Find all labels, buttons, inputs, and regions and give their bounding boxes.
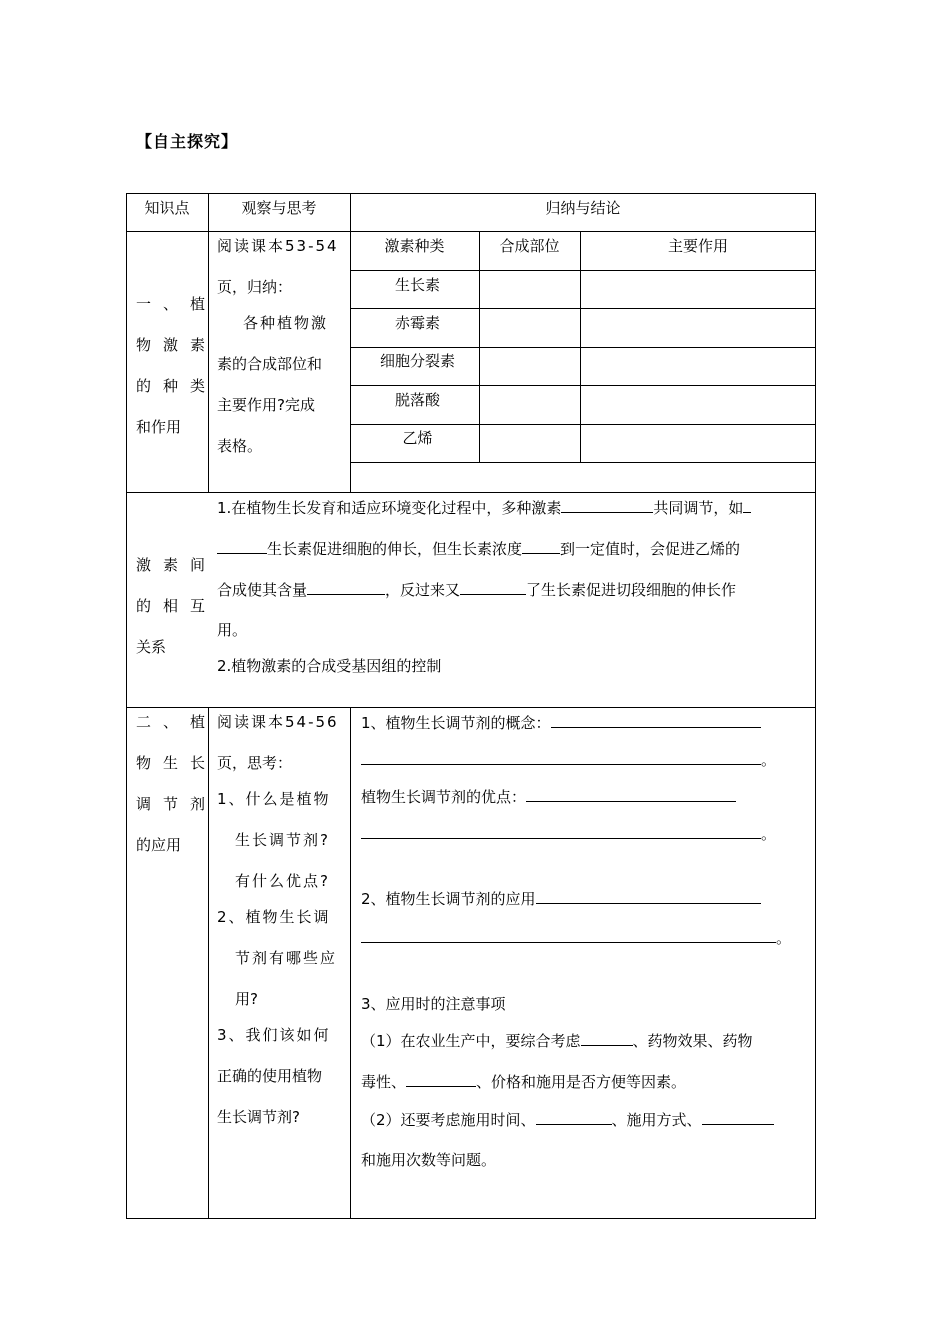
section2-label-line: 的相互 bbox=[136, 597, 218, 615]
section2-line-1 bbox=[217, 497, 751, 518]
section3-prompt-line: 节剂有哪些应 bbox=[235, 949, 338, 967]
section2-text: ，反过来又 bbox=[385, 581, 461, 599]
section3-label-line: 二、植 bbox=[136, 713, 218, 731]
q3-point2-line bbox=[361, 1109, 774, 1130]
fill-blank[interactable] bbox=[536, 1109, 612, 1125]
fill-blank[interactable] bbox=[460, 579, 526, 595]
fill-blank[interactable] bbox=[526, 786, 736, 802]
q3-text: 、价格和施用是否方便等因素。 bbox=[476, 1073, 687, 1091]
hormone-name: 生长素 bbox=[394, 276, 440, 294]
q3-point1-line-2 bbox=[361, 1071, 686, 1092]
fill-blank[interactable] bbox=[406, 1071, 476, 1087]
hormone-name: 细胞分裂素 bbox=[379, 352, 455, 370]
fill-blank[interactable] bbox=[702, 1109, 774, 1125]
q1-advantage-line bbox=[361, 786, 736, 807]
hormone-table-header-type: 激素种类 bbox=[384, 237, 445, 255]
section2-line-3 bbox=[217, 579, 736, 600]
header-knowledge-point: 知识点 bbox=[144, 199, 190, 217]
section3-prompt-line: 1、什么是植物 bbox=[217, 790, 331, 808]
section2-text: 1.在植物生长发育和适应环境变化过程中，多种激素 bbox=[217, 499, 562, 517]
fill-blank[interactable] bbox=[307, 579, 385, 595]
section2-text: 到一定值时，会促进乙烯的 bbox=[560, 540, 741, 558]
q2-application-label: 2、植物生长调节剂的应用 bbox=[361, 890, 536, 908]
header-observe-think: 观察与思考 bbox=[241, 199, 317, 217]
fill-blank[interactable] bbox=[361, 823, 761, 839]
fill-blank[interactable] bbox=[522, 538, 560, 554]
fill-blank[interactable] bbox=[217, 538, 267, 554]
q1-concept-label: 1、植物生长调节剂的概念： bbox=[361, 714, 551, 732]
section1-label-line: 一、植 bbox=[136, 295, 218, 313]
q1-advantage-label: 植物生长调节剂的优点： bbox=[361, 788, 527, 806]
section3-prompt-line: 生长调节剂? bbox=[217, 1108, 300, 1126]
q3-text: 、施用方式、 bbox=[611, 1111, 702, 1129]
section1-prompt-line: 素的合成部位和 bbox=[217, 355, 323, 373]
section-title: 【自主探究】 bbox=[136, 132, 239, 151]
section1-prompt-line: 页，归纳： bbox=[217, 278, 293, 296]
section1-prompt-line: 各种植物激 bbox=[243, 314, 329, 332]
q3-text: （2）还要考虑施用时间、 bbox=[361, 1111, 536, 1129]
section1-label-line: 和作用 bbox=[136, 418, 182, 436]
section1-prompt-line: 阅读课本53-54 bbox=[217, 237, 339, 255]
fill-blank[interactable] bbox=[551, 712, 761, 728]
hormone-name: 赤霉素 bbox=[394, 314, 440, 332]
section3-prompt-line: 有什么优点? bbox=[235, 872, 330, 890]
period: 。 bbox=[776, 929, 792, 947]
section3-prompt-line: 生长调节剂? bbox=[235, 831, 330, 849]
fill-blank[interactable] bbox=[361, 927, 776, 943]
q3-text: （1）在农业生产中，要综合考虑 bbox=[361, 1032, 581, 1050]
hormone-table-header-site: 合成部位 bbox=[499, 237, 560, 255]
section2-line-2 bbox=[217, 538, 740, 559]
q3-point1-line bbox=[361, 1030, 753, 1051]
section2-text: 生长素促进细胞的伸长，但生长素浓度 bbox=[267, 540, 523, 558]
q1-concept-line-2 bbox=[361, 749, 776, 770]
fill-blank[interactable] bbox=[536, 888, 761, 904]
section1-prompt-line: 表格。 bbox=[217, 437, 263, 455]
section1-label-line: 物激素 bbox=[136, 336, 218, 354]
fill-blank[interactable] bbox=[581, 1030, 633, 1046]
fill-blank[interactable] bbox=[561, 497, 653, 513]
section3-prompt-line: 正确的使用植物 bbox=[217, 1067, 323, 1085]
hormone-name: 脱落酸 bbox=[394, 391, 440, 409]
section3-label-line: 物生长 bbox=[136, 754, 218, 772]
section3-label-line: 调节剂 bbox=[136, 795, 218, 813]
section2-text: 2.植物激素的合成受基因组的控制 bbox=[217, 657, 442, 675]
q2-application-line-2 bbox=[361, 927, 791, 948]
section2-text: 了生长素促进切段细胞的伸长作 bbox=[526, 581, 737, 599]
section2-label-line: 激素间 bbox=[136, 556, 218, 574]
section1-label-line: 的种类 bbox=[136, 377, 218, 395]
section1-prompt-line: 主要作用?完成 bbox=[217, 396, 315, 414]
section2-label-line: 关系 bbox=[136, 638, 167, 656]
section3-prompt-line: 阅读课本54-56 bbox=[217, 713, 339, 731]
section3-prompt-line: 页，思考： bbox=[217, 754, 293, 772]
q3-text: 、药物效果、药物 bbox=[632, 1032, 753, 1050]
q3-text: 和施用次数等问题。 bbox=[361, 1151, 497, 1169]
q1-advantage-line-2 bbox=[361, 823, 776, 844]
section2-text: 合成使其含量 bbox=[217, 581, 308, 599]
hormone-name: 乙烯 bbox=[402, 429, 433, 447]
section3-prompt-line: 用? bbox=[235, 990, 258, 1008]
q3-text: 毒性、 bbox=[361, 1073, 407, 1091]
q1-concept-line bbox=[361, 712, 761, 733]
hormone-table-header-function: 主要作用 bbox=[667, 237, 728, 255]
period: 。 bbox=[761, 825, 777, 843]
q2-application-line bbox=[361, 888, 761, 909]
section2-text: 用。 bbox=[217, 621, 248, 639]
section3-prompt-line: 3、我们该如何 bbox=[217, 1026, 331, 1044]
q3-notes-title: 3、应用时的注意事项 bbox=[361, 995, 506, 1013]
period: 。 bbox=[761, 751, 777, 769]
section3-prompt-line: 2、植物生长调 bbox=[217, 908, 331, 926]
header-conclusion: 归纳与结论 bbox=[545, 199, 621, 217]
fill-blank[interactable] bbox=[743, 497, 751, 513]
section2-text: 共同调节，如 bbox=[653, 499, 744, 517]
section3-label-line: 的应用 bbox=[136, 836, 182, 854]
fill-blank[interactable] bbox=[361, 749, 761, 765]
